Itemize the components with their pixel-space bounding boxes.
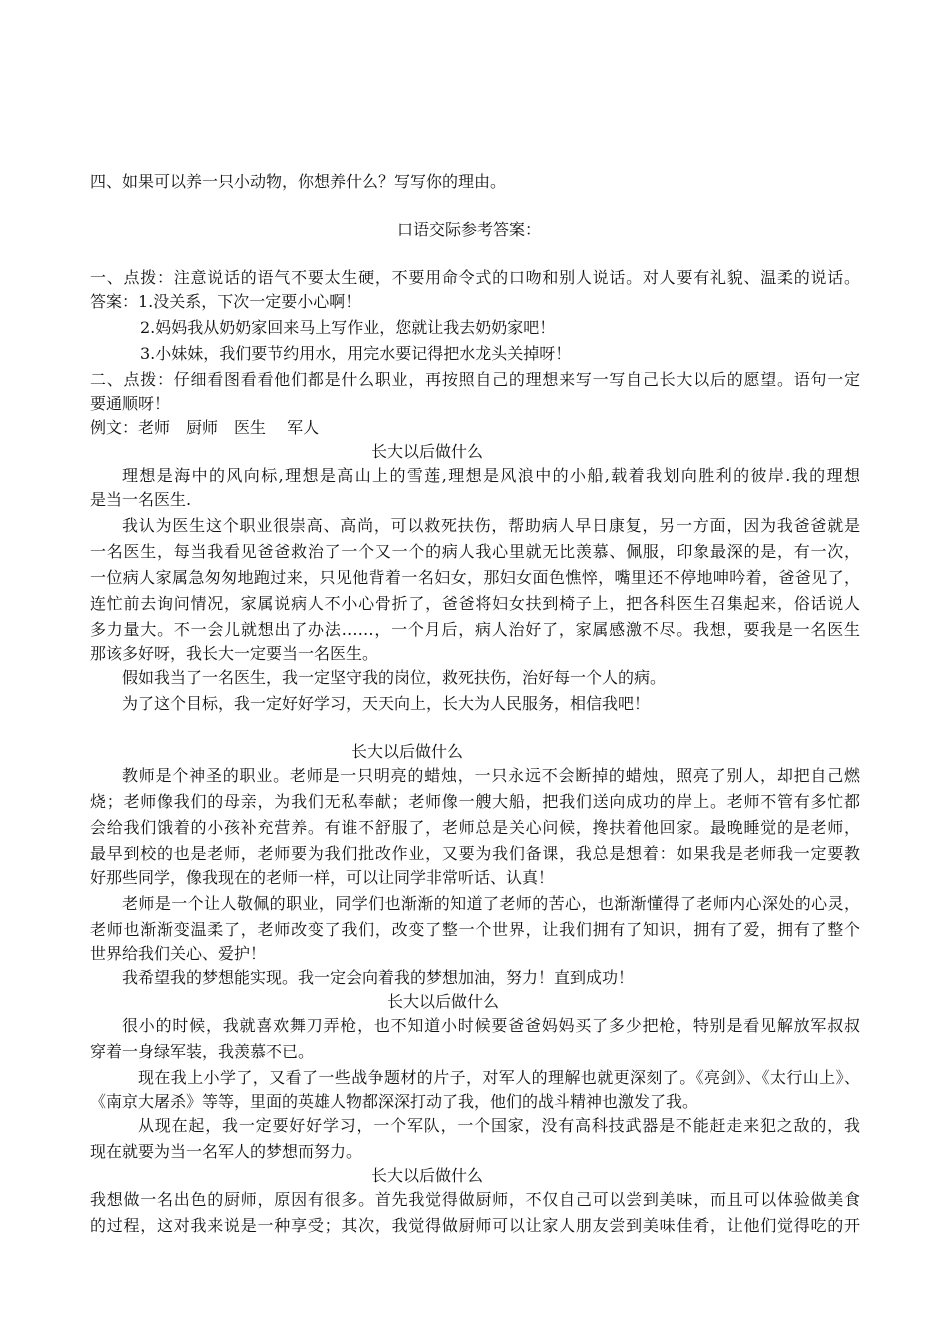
essay-4-text: 的过程，这对我来说是一种享受；其次，我觉得做厨师可以让家人朋友尝到美味佳肴，让他们觉得吃的开 — [90, 1216, 860, 1235]
essay-1-text: 一位病人家属急匆匆地跑过来，只见他背着一名妇女，那妇女面色憔悴，嘴里还不停地呻吟着，爸爸见了， — [90, 568, 860, 587]
essay-1-text: 我认为医生这个职业很崇高、高尚，可以救死扶伤，帮助病人早日康复，另一方面，因为我爸爸就是 — [122, 516, 860, 535]
essay-3-text: 现在就要为当一名军人的梦想而努力。 — [90, 1142, 363, 1161]
essay-2-text: 最早到校的也是老师，老师要为我们批改作业，又要为我们备课，我总是想着：如果我是老师我一定要教 — [90, 844, 860, 863]
essay-3-text: 很小的时候，我就喜欢舞刀弄枪，也不知道小时候要爸爸妈妈买了多少把枪，特别是看见解放军叔叔 — [122, 1016, 860, 1035]
section-2-hint: 二、点拨：仔细看图看看他们都是什么职业，再按照自己的理想来写一写自己长大以后的愿望。语句一定 — [90, 370, 860, 389]
essay-1-text: 理想是海中的风向标,理想是高山上的雪莲,理想是风浪中的小船,载着我划向胜利的彼岸.我的理想 — [122, 466, 860, 485]
essay-2-text: 世界给我们关心、爱护！ — [90, 944, 267, 963]
essay-1-text: 为了这个目标，我一定好好学习，天天向上，长大为人民服务，相信我吧！ — [122, 694, 651, 713]
essay-1-text: 连忙前去询问情况，家属说病人不小心骨折了，爸爸将妇女扶到椅子上，把各科医生召集起来，俗话说人 — [90, 594, 860, 613]
essay-2-text: 教师是个神圣的职业。老师是一只明亮的蜡烛，一只永远不会断掉的蜡烛，照亮了别人，却把自己燃 — [122, 766, 860, 785]
section-1-answer-1: 答案：1.没关系，下次一定要小心啊！ — [90, 292, 362, 311]
essay-1-text: 是当一名医生. — [90, 490, 192, 509]
essay-4-title: 长大以后做什么 — [371, 1166, 484, 1185]
essay-4-text: 我想做一名出色的厨师，原因有很多。首先我觉得做厨师，不仅自己可以尝到美味，而且可以体验做美食 — [90, 1190, 860, 1209]
essay-3-text: 《南京大屠杀》等等，里面的英雄人物都深深打动了我，他们的战斗精神也激发了我。 — [90, 1092, 699, 1111]
essay-2-text: 好那些同学，像我现在的老师一样，可以让同学非常听话、认真！ — [90, 868, 555, 887]
essay-1-text: 多力量大。不一会儿就想出了办法……，一个月后，病人治好了，家属感激不尽。我想，要我是一名医生 — [90, 620, 860, 639]
essay-2-text: 我希望我的梦想能实现。我一定会向着我的梦想加油，努力！直到成功！ — [122, 968, 635, 987]
essay-1-text: 那该多好呀，我长大一定要当一名医生。 — [90, 644, 379, 663]
essay-3-text: 从现在起，我一定要好好学习，一个军队，一个国家，没有高科技武器是不能赶走来犯之敌的，我 — [138, 1116, 860, 1135]
essay-2-text: 烧；老师像我们的母亲，为我们无私奉献；老师像一艘大船，把我们送向成功的岸上。老师不管有多忙都 — [90, 792, 860, 811]
essay-2-text: 老师是一个让人敬佩的职业，同学们也渐渐的知道了老师的苦心，也渐渐懂得了老师内心深处的心灵， — [122, 894, 860, 913]
essay-1-text: 一名医生，每当我看见爸爸救治了一个又一个的病人我心里就无比羡慕、佩服，印象最深的是，有一次， — [90, 542, 860, 561]
essay-3-title: 长大以后做什么 — [387, 992, 500, 1011]
section-2-hint-cont: 要通顺呀！ — [90, 394, 171, 413]
essay-1-title: 长大以后做什么 — [371, 442, 484, 461]
essay-2-text: 老师也渐渐变温柔了，老师改变了我们，改变了整一个世界，让我们拥有了知识，拥有了爱，拥有了整个 — [90, 920, 860, 939]
essay-3-text: 现在我上小学了，又看了一些战争题材的片子，对军人的理解也就更深刻了。《亮剑》、《太行山上》、 — [138, 1068, 860, 1087]
section-2-example: 例文：老师 厨师 医生 军人 — [90, 418, 320, 437]
essay-3-text: 穿着一身绿军装，我羡慕不已。 — [90, 1042, 315, 1061]
essay-2-title: 长大以后做什么 — [351, 742, 464, 761]
answers-title: 口语交际参考答案： — [397, 220, 542, 239]
essay-2-text: 会给我们饿着的小孩补充营养。有谁不舒服了，老师总是关心问候，搀扶着他回家。最晚睡觉的是老师， — [90, 818, 860, 837]
question-4: 四、如果可以养一只小动物，你想养什么？写写你的理由。 — [90, 172, 507, 191]
section-1-answer-3: 3.小妹妹，我们要节约用水，用完水要记得把水龙头关掉呀！ — [140, 344, 572, 363]
section-1-hint: 一、点拨：注意说话的语气不要太生硬，不要用命令式的口吻和别人说话。对人要有礼貌、温柔的说话。 — [90, 268, 860, 287]
essay-1-text: 假如我当了一名医生，我一定坚守我的岗位，救死扶伤，治好每一个人的病。 — [122, 668, 667, 687]
section-1-answer-2: 2.妈妈我从奶奶家回来马上写作业，您就让我去奶奶家吧！ — [140, 318, 556, 337]
